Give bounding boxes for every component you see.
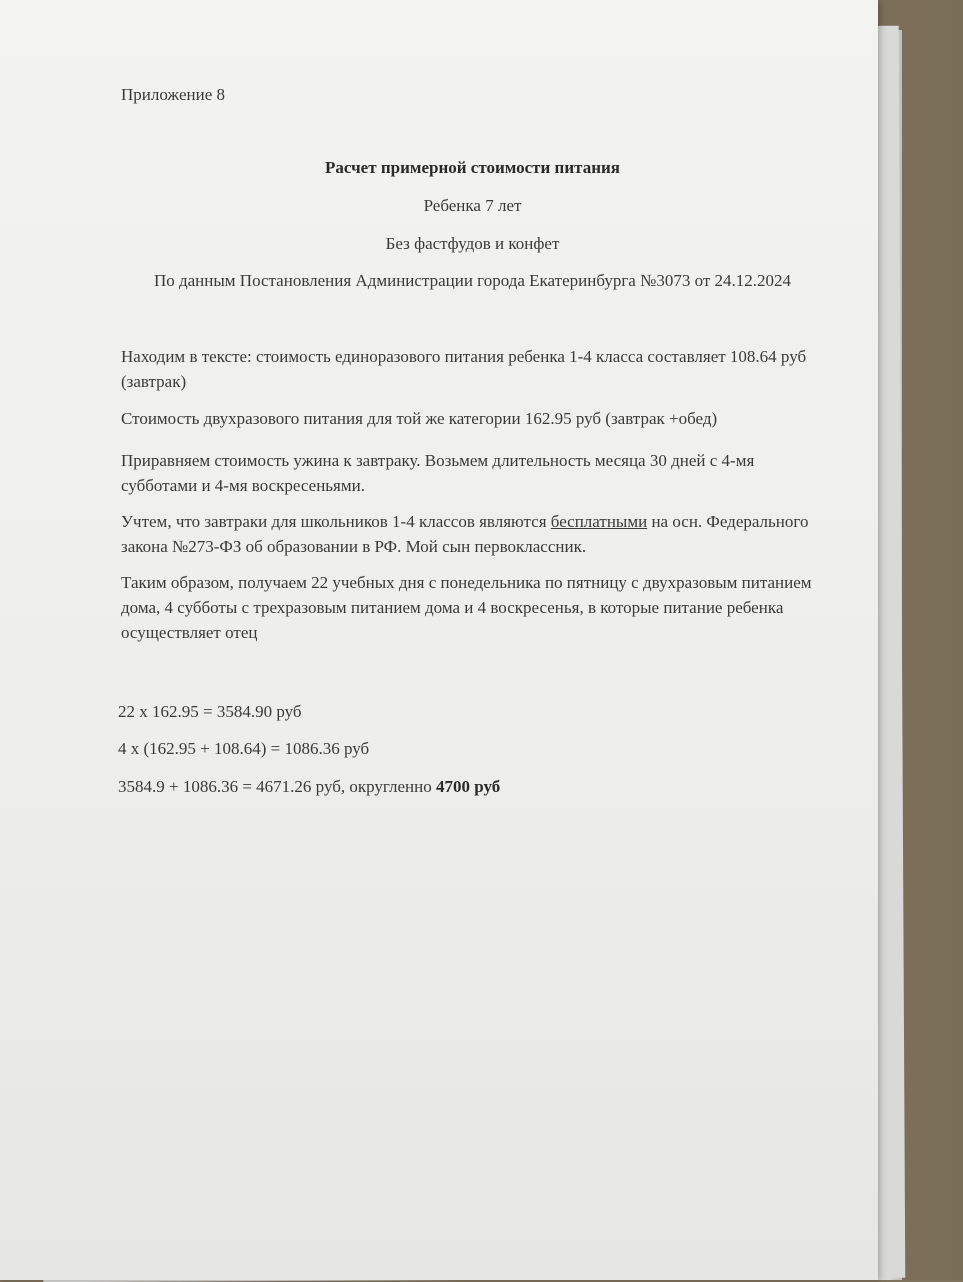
paragraph-free-breakfast — [121, 509, 821, 559]
appendix-label: Приложение 8 — [121, 85, 225, 104]
calculation-rounded-total: 4700 руб — [436, 777, 501, 796]
paragraph-dinner-assumption: Приравняем стоимость ужина к завтраку. Возьмем длительность месяца 30 дней с 4-мя субботами и 4-мя воскресеньями. — [121, 451, 755, 495]
paragraph-breakfast-cost: Находим в тексте: стоимость единоразового питания ребенка 1-4 класса составляет 108.64 руб (завтрак) — [121, 347, 807, 391]
source-line: По данным Постановления Администрации города Екатеринбурга №3073 от 24.12.2024 — [153, 271, 792, 290]
calculation-line-3 — [118, 775, 500, 799]
calculation-line-1: 22 x 162.95 = 3584.90 руб — [118, 702, 302, 721]
subtitle-condition: Без фастфудов и конфет — [385, 234, 560, 253]
paragraph-summary: Таким образом, получаем 22 учебных дня с понедельника по пятницу с двухразовым питанием дома, 4 субботы с трехразовым питанием дома и 4 воскресенья, в которые питание ребенка осуществляет отец — [121, 573, 812, 642]
calculation-line-2: 4 x (162.95 + 108.64) = 1086.36 руб — [118, 739, 370, 758]
subtitle-age: Ребенка 7 лет — [423, 196, 522, 215]
document-title: Расчет примерной стоимости питания — [325, 158, 620, 177]
paragraph-two-meal-cost: Стоимость двухразового питания для той же категории 162.95 руб (завтрак +обед) — [121, 409, 718, 428]
calculation-total-prefix: 3584.9 + 1086.36 = 4671.26 руб, округленно — [118, 777, 436, 796]
free-breakfast-text-end: на осн. Федерального закона №273-ФЗ об образовании в РФ. Мой сын первоклассник. — [121, 512, 809, 556]
free-word-underlined: бесплатными — [550, 512, 648, 531]
free-breakfast-text-start: Учтем, что завтраки для школьников 1-4 классов являются — [121, 512, 551, 531]
